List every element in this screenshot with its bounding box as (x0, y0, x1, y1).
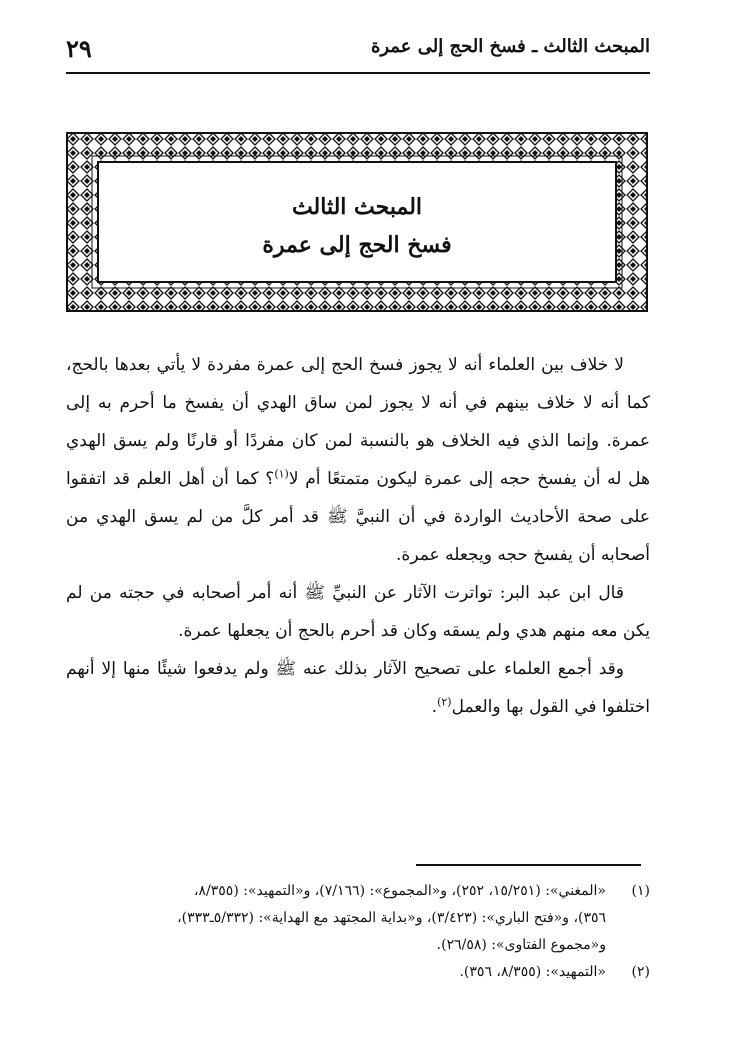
ornamental-border (66, 132, 648, 312)
footnote-ref-1: (١) (274, 467, 289, 481)
paragraph-2: قال ابن عبد البر: تواترت الآثار عن النبيِّ ﷺ أنه أمر أصحابه في حجته من لم يكن معه منهم هدي ولم يسقه وكان قد أحرم بالحج أن يجعلها عمرة. (66, 583, 650, 641)
paragraph-3-text-b: . (431, 697, 438, 717)
paragraph-1-text-b: ؟ كما أن أهل العلم قد اتفقوا على صحة الأحاديث الواردة في أن النبيَّ ﷺ قد أمر كلَّ من لم يسق الهدي من أصحابه أن يفسخ حجه ويجعله عمرة. (66, 469, 650, 565)
footnote-separator (416, 864, 641, 866)
footnote-1-number: (١) (631, 883, 650, 899)
main-text (66, 346, 650, 726)
footnotes (66, 878, 650, 986)
paragraph-1-text-a: لا خلاف بين العلماء أنه لا يجوز فسخ الحج إلى عمرة مفردة لا يأتي بعدها بالحج، كما أنه لا خلاف بينهم في أنه لا يجوز لمن ساق الهدي أن يفسخ ما أحرم به إلى عمرة. وإنما الذي فيه الخلاف هو بالنسبة لمن كان مفردًا أو قارنًا ولم يسق الهدي هل له أن يفسخ حجه إلى عمرة ليكون متمتعًا أم لا (66, 355, 650, 489)
footnote-1-line-1: «المغني»: (١٥/٢٥١، ٢٥٢)، و«المجموع»: (٧/١٦٦)، و«التمهيد»: (٨/٣٥٥، (193, 883, 606, 899)
footnote-2 (66, 959, 650, 986)
paragraph-1 (66, 346, 650, 574)
footnote-ref-2: (٢) (437, 695, 452, 709)
page-number: ٢٩ (66, 34, 92, 63)
section-title: المبحث الثالث (291, 194, 423, 220)
header-rule (66, 72, 650, 74)
footnote-2-number: (٢) (631, 964, 650, 980)
footnote-1-line-2: ٣٥٦)، و«فتح الباري»: (٣/٤٢٣)، و«بداية المجتهد مع الهداية»: (٥/٣٣٢ـ٣٣٣)، (177, 910, 606, 926)
page-header (66, 36, 650, 70)
title-frame (66, 132, 648, 312)
running-title: المبحث الثالث ـ فسخ الحج إلى عمرة (370, 36, 650, 57)
paragraph-3-text-a: وقد أجمع العلماء على تصحيح الآثار بذلك عنه ﷺ ولم يدفعوا شيئًا منها إلا أنهم اختلفوا في القول بها والعمل (66, 659, 650, 717)
footnote-1 (66, 878, 650, 905)
footnote-1-line-3: و«مجموع الفتاوى»: (٢٦/٥٨). (436, 937, 606, 953)
paragraph-3 (66, 650, 650, 726)
footnote-2-line-1: «التمهيد»: (٨/٣٥٥، ٣٥٦). (459, 964, 606, 980)
section-subtitle: فسخ الحج إلى عمرة (262, 232, 452, 258)
